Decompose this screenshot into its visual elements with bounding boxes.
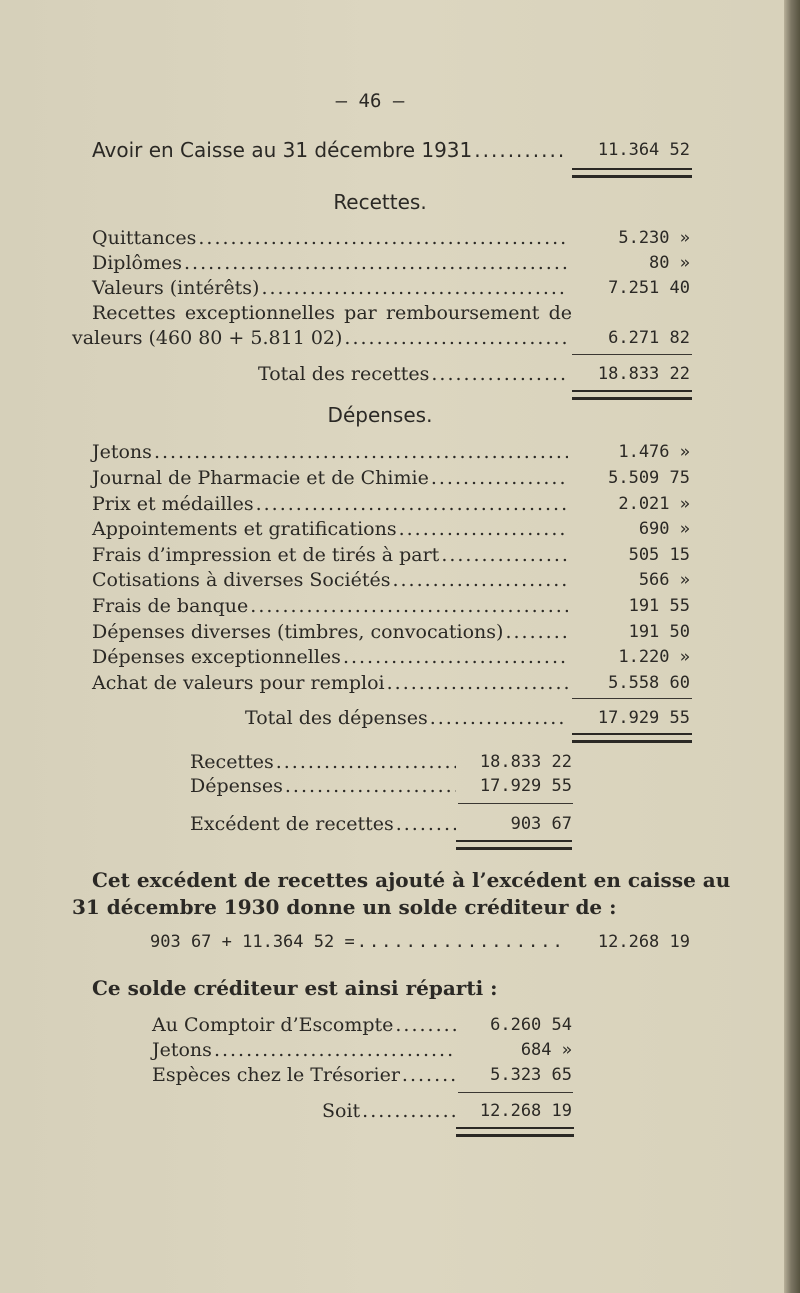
double-rule <box>456 1127 574 1137</box>
recettes-exceptional-amount: 6.271 82 <box>608 328 690 348</box>
depenses-row <box>92 440 570 464</box>
depenses-row-amount: 2.021 » <box>618 494 690 514</box>
recettes-total-amount: 18.833 22 <box>597 364 690 384</box>
summary-recettes-label: Recettes <box>190 751 274 773</box>
calculation-amount: 12.268 19 <box>597 932 690 952</box>
summary-excedent-amount: 903 67 <box>510 814 572 834</box>
depenses-row <box>92 671 570 695</box>
leader-dots <box>441 543 568 567</box>
double-rule <box>572 390 692 400</box>
leader-dots <box>256 492 568 516</box>
depenses-row-label: Achat de valeurs pour remploi <box>92 672 385 694</box>
recettes-row-amount: 7.251 40 <box>608 278 690 298</box>
leader-dots <box>392 568 568 592</box>
depenses-row <box>92 620 570 644</box>
total-rule <box>572 698 692 699</box>
distribution-row <box>152 1013 458 1037</box>
opening-balance-amount: 11.364 52 <box>597 140 690 160</box>
recettes-total-label: Total des recettes <box>258 363 430 385</box>
recettes-exceptional-row <box>72 326 570 350</box>
leader-dots <box>399 517 568 541</box>
depenses-row-amount: 5.509 75 <box>608 468 690 488</box>
distribution-row-label: Espèces chez le Trésorier <box>152 1064 400 1086</box>
distribution-row <box>152 1063 458 1087</box>
distribution-row-label: Jetons <box>152 1039 212 1061</box>
depenses-row-label: Dépenses exceptionnelles <box>92 646 341 668</box>
depenses-row-amount: 690 » <box>638 519 690 539</box>
leader-dots <box>357 932 568 952</box>
depenses-row <box>92 594 570 618</box>
summary-depenses-amount: 17.929 55 <box>479 776 572 796</box>
leader-dots <box>285 774 456 798</box>
recettes-row <box>92 276 570 300</box>
distribution-row <box>152 1038 458 1062</box>
opening-balance-row <box>92 138 570 162</box>
recettes-row-label: Quittances <box>92 227 197 249</box>
calculation-row <box>150 932 570 952</box>
recettes-exceptional-line2: valeurs (460 80 + 5.811 02) <box>72 327 343 349</box>
distribution-row-amount: 6.260 54 <box>490 1015 572 1035</box>
leader-dots <box>250 594 568 618</box>
leader-dots <box>184 251 568 275</box>
paragraph-line1: Cet excédent de recettes ajouté à l’excédent en caisse au <box>92 868 731 892</box>
depenses-row <box>92 517 570 541</box>
summary-recettes-row <box>190 750 458 774</box>
depenses-total-row <box>245 706 570 730</box>
total-rule <box>458 803 573 804</box>
leader-dots <box>396 812 456 836</box>
depenses-row <box>92 645 570 669</box>
leader-dots <box>431 362 568 386</box>
distribution-row-amount: 684 » <box>520 1040 572 1060</box>
leader-dots <box>402 1063 456 1087</box>
depenses-row-label: Frais d’impression et de tirés à part <box>92 544 440 566</box>
double-rule <box>456 840 572 850</box>
leader-dots <box>261 276 568 300</box>
recettes-row <box>92 226 570 250</box>
depenses-row-amount: 191 50 <box>628 622 690 642</box>
depenses-row-label: Dépenses diverses (timbres, convocations) <box>92 621 504 643</box>
depenses-row-amount: 1.220 » <box>618 647 690 667</box>
leader-dots <box>198 226 568 250</box>
recettes-row-amount: 5.230 » <box>618 228 690 248</box>
page-number: — 46 — <box>335 90 405 112</box>
distribution-row-amount: 5.323 65 <box>490 1065 572 1085</box>
depenses-row-label: Appointements et gratifications <box>92 518 397 540</box>
recettes-exceptional-line1: Recettes exceptionnelles par remboursement de <box>92 302 572 324</box>
leader-dots <box>154 440 568 464</box>
paragraph-line2: 31 décembre 1930 donne un solde créditeur de : <box>72 895 617 919</box>
double-rule <box>572 733 692 743</box>
distribution-soit-label: Soit <box>322 1100 361 1122</box>
depenses-row-amount: 1.476 » <box>618 442 690 462</box>
total-rule <box>458 1092 573 1093</box>
opening-balance-label: Avoir en Caisse au 31 décembre 1931 <box>92 138 473 162</box>
distribution-row-label: Au Comptoir d’Escompte <box>152 1014 394 1036</box>
depenses-row-amount: 566 » <box>638 570 690 590</box>
distribution-soit-amount: 12.268 19 <box>479 1101 572 1121</box>
recettes-row-label: Diplômes <box>92 252 182 274</box>
depenses-row-label: Cotisations à diverses Sociétés <box>92 569 391 591</box>
summary-recettes-amount: 18.833 22 <box>479 752 572 772</box>
recettes-row <box>92 251 570 275</box>
recettes-total-row <box>258 362 570 386</box>
leader-dots <box>395 1013 456 1037</box>
summary-depenses-label: Dépenses <box>190 775 283 797</box>
leader-dots <box>276 750 456 774</box>
summary-depenses-row <box>190 774 458 798</box>
distribution-heading: Ce solde créditeur est ainsi réparti : <box>92 976 498 1000</box>
leader-dots <box>474 138 568 162</box>
depenses-row <box>92 543 570 567</box>
page-edge-shadow <box>784 0 800 1293</box>
leader-dots <box>343 645 568 669</box>
leader-dots <box>430 706 568 730</box>
leader-dots <box>362 1099 456 1123</box>
depenses-heading: Dépenses. <box>327 403 433 427</box>
depenses-row <box>92 466 570 490</box>
depenses-row-amount: 191 55 <box>628 596 690 616</box>
leader-dots <box>214 1038 456 1062</box>
double-rule <box>572 168 692 178</box>
summary-excedent-row <box>190 812 458 836</box>
summary-excedent-label: Excédent de recettes <box>190 813 394 835</box>
depenses-row <box>92 492 570 516</box>
depenses-row <box>92 568 570 592</box>
depenses-row-label: Frais de banque <box>92 595 249 617</box>
recettes-row-label: Valeurs (intérêts) <box>92 277 260 299</box>
leader-dots <box>505 620 568 644</box>
depenses-row-label: Journal de Pharmacie et de Chimie <box>92 467 429 489</box>
depenses-row-label: Prix et médailles <box>92 493 254 515</box>
leader-dots <box>431 466 568 490</box>
recettes-row-amount: 80 » <box>649 253 690 273</box>
depenses-row-amount: 5.558 60 <box>608 673 690 693</box>
depenses-row-amount: 505 15 <box>628 545 690 565</box>
depenses-total-label: Total des dépenses <box>245 707 428 729</box>
calculation-label: 903 67 + 11.364 52 = <box>150 932 355 952</box>
depenses-row-label: Jetons <box>92 441 152 463</box>
total-rule <box>572 354 692 355</box>
leader-dots <box>344 326 568 350</box>
recettes-heading: Recettes. <box>333 190 427 214</box>
distribution-soit-row <box>322 1099 458 1123</box>
depenses-total-amount: 17.929 55 <box>597 708 690 728</box>
leader-dots <box>387 671 568 695</box>
